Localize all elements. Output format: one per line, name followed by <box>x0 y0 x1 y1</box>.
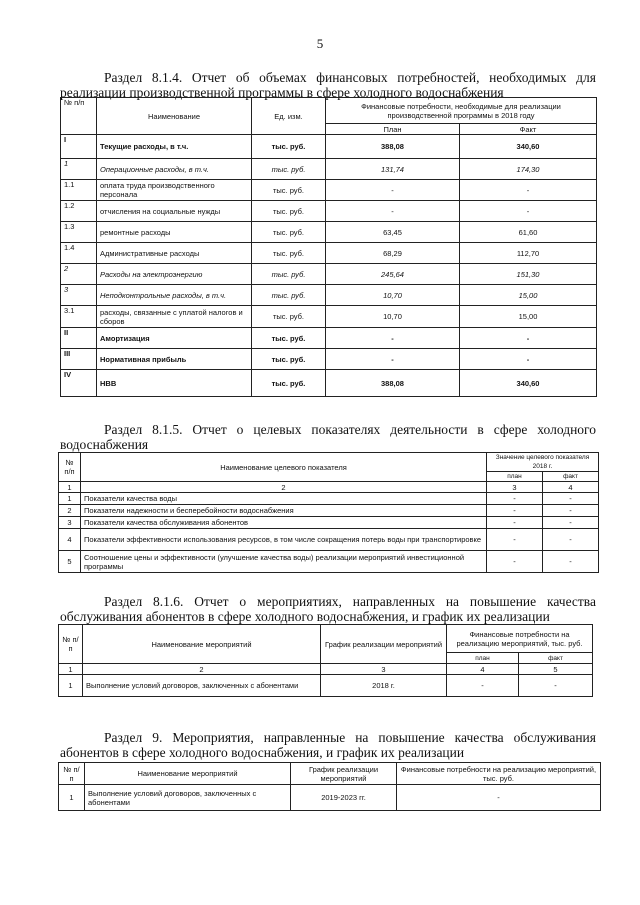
header-fact: Факт <box>460 124 597 135</box>
table-row: III Нормативная прибыль тыс. руб. - - <box>61 349 597 370</box>
table-row: 3 Показатели качества обслуживания абонентов - - <box>59 517 599 529</box>
header-unit: Ед. изм. <box>252 98 326 135</box>
header-num: № п/п <box>61 98 97 135</box>
page-number: 5 <box>316 36 324 51</box>
header-schedule: График реализации мероприятий <box>321 625 447 664</box>
header-name: Наименование <box>97 98 252 135</box>
table-row: II Амортизация тыс. руб. - - <box>61 328 597 349</box>
header-name: Наименование мероприятий <box>85 763 291 785</box>
header-plan: План <box>326 124 460 135</box>
table-row: 1.2 отчисления на социальные нужды тыс. руб. - - <box>61 201 597 222</box>
table-row: 1 Выполнение условий договоров, заключенных с абонентами 2019-2023 гг. - <box>59 785 601 811</box>
header-name: Наименование мероприятий <box>83 625 321 664</box>
section-8-1-5-title: Раздел 8.1.5. Отчет о целевых показателях деятельности в сфере холодного водоснабжения <box>60 422 596 452</box>
target-indicators-table: № п/п Наименование целевого показателя Значение целевого показателя 2018 г. план факт 1 2 3 4 1 Показатели качества воды - - 2 Показатели надежности и бесперебойности водоснабжения - - 3 Показатели качества обслуживания абонентов - - 4 Показатели эффективности использования ресурсов, в том числе сокращения потерь воды при транспортировке - - 5 Соотношение цены и эффективности (улучшение качества воды) реализации мероприятий инвестиционной программы - - <box>58 452 599 573</box>
header-num: № п/п <box>59 625 83 664</box>
header-name: Наименование целевого показателя <box>81 453 487 482</box>
measures-table: № п/п Наименование мероприятий График реализации мероприятий Финансовые потребности на реализацию мероприятий, тыс. руб. план факт 1 2 3 4 5 1 Выполнение условий договоров, заключенных с абонентами 2018 г. - - <box>58 624 593 697</box>
table-row: 1 Операционные расходы, в т.ч. тыс. руб. 131,74 174,30 <box>61 159 597 180</box>
section-8-1-6-title: Раздел 8.1.6. Отчет о мероприятиях, направленных на повышение качества обслуживания абонентов в сфере холодного водоснабжения, и график их реализации <box>60 594 596 624</box>
table-row: 1.3 ремонтные расходы тыс. руб. 63,45 61,60 <box>61 222 597 243</box>
header-fact: факт <box>519 653 593 664</box>
table-row: 5 Соотношение цены и эффективности (улучшение качества воды) реализации мероприятий инвестиционной программы - - <box>59 551 599 573</box>
header-financial-needs: Финансовые потребности на реализацию мероприятий, тыс. руб. <box>397 763 601 785</box>
header-plan: план <box>487 472 543 482</box>
header-value: Значение целевого показателя 2018 г. <box>487 453 599 472</box>
table-row: 4 Показатели эффективности использования ресурсов, в том числе сокращения потерь воды при транспортировке - - <box>59 529 599 551</box>
header-plan: план <box>447 653 519 664</box>
header-schedule: График реализации мероприятий <box>291 763 397 785</box>
table-row: IV НВВ тыс. руб. 388,08 340,60 <box>61 370 597 397</box>
table-row: 3 Неподконтрольные расходы, в т.ч. тыс. руб. 10,70 15,00 <box>61 285 597 306</box>
header-financial-needs: Финансовые потребности на реализацию мероприятий, тыс. руб. <box>447 625 593 653</box>
section-8-1-4-title: Раздел 8.1.4. Отчет об объемах финансовых потребностей, необходимых для реализации производственной программы в сфере холодного водоснабжения <box>60 70 596 100</box>
table-row: 2 Расходы на электроэнергию тыс. руб. 245,64 151,30 <box>61 264 597 285</box>
table-row: 2 Показатели надежности и бесперебойности водоснабжения - - <box>59 505 599 517</box>
table-row: 1.4 Административные расходы тыс. руб. 68,29 112,70 <box>61 243 597 264</box>
table-row: 1.1 оплата труда производственного персонала тыс. руб. - - <box>61 180 597 201</box>
financial-needs-table <box>60 97 597 397</box>
measures-plan-table <box>58 762 601 811</box>
section-9-title: Раздел 9. Мероприятия, направленные на повышение качества обслуживания абонентов в сфере холодного водоснабжения, и график их реализации <box>60 730 596 760</box>
header-financial-needs: Финансовые потребности, необходимые для реализации производственной программы в 2018 году <box>326 98 597 124</box>
header-num: № п/п <box>59 453 81 482</box>
header-num: № п/п <box>59 763 85 785</box>
table-row: I Текущие расходы, в т.ч. тыс. руб. 388,08 340,60 <box>61 135 597 159</box>
table-row: 3.1 расходы, связанные с уплатой налогов и сборов тыс. руб. 10,70 15,00 <box>61 306 597 328</box>
table-row: 1 Выполнение условий договоров, заключенных с абонентами 2018 г. - - <box>59 675 593 697</box>
table-row: 1 Показатели качества воды - - <box>59 493 599 505</box>
header-fact: факт <box>543 472 599 482</box>
